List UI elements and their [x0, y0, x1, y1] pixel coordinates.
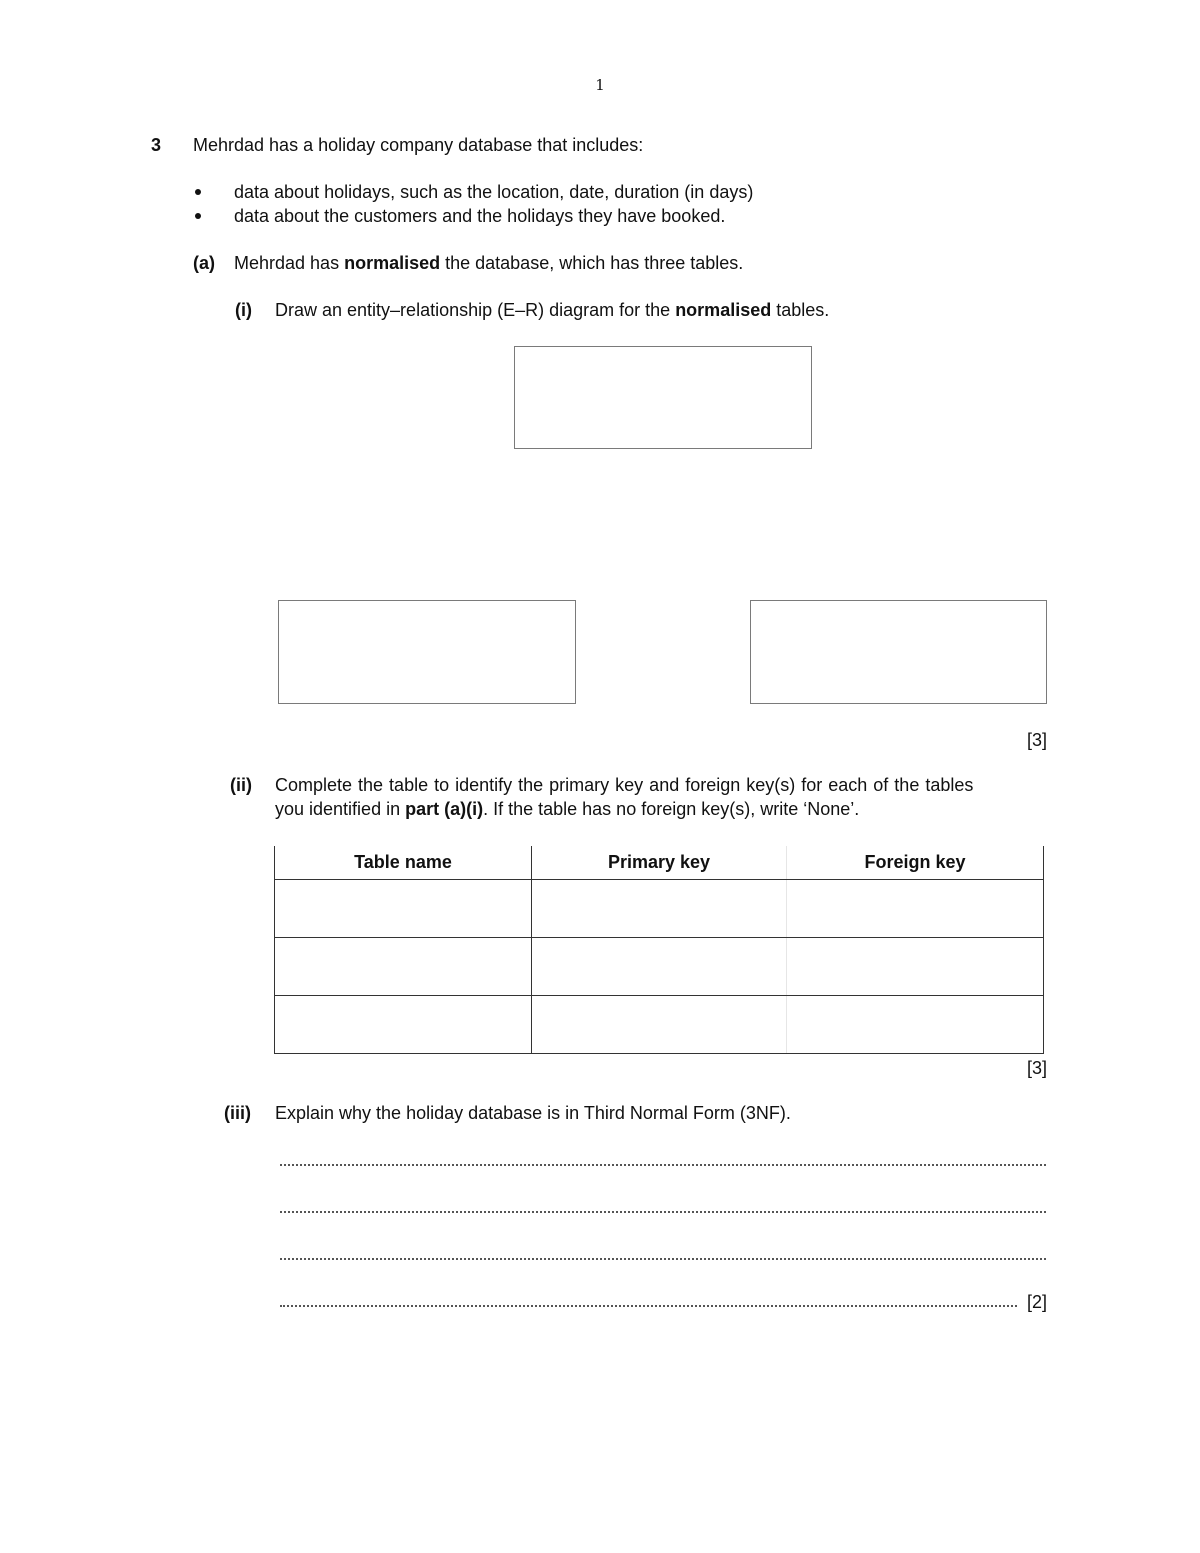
page-number: 1 [595, 76, 605, 94]
part-iii-label: (iii) [224, 1103, 251, 1123]
bullet-item-customers: data about the customers and the holidays they have booked. [234, 206, 726, 226]
answer-line[interactable] [280, 1164, 1046, 1166]
part-iii-marks: [2] [1026, 1292, 1047, 1312]
table-row [275, 938, 1044, 996]
part-a-label: (a) [193, 253, 215, 273]
table-row [275, 880, 1044, 938]
part-ii-text-line2: you identified in part (a)(i). If the table has no foreign key(s), write ‘None’. [275, 799, 860, 819]
answer-line[interactable] [280, 1211, 1046, 1213]
bullet-item-holidays: data about holidays, such as the location, date, duration (in days) [234, 182, 754, 202]
foreign-key-cell[interactable] [787, 996, 1044, 1054]
header-primary-key: Primary key [532, 846, 787, 880]
er-entity-box-left[interactable] [278, 600, 576, 704]
part-i-text: Draw an entity–relationship (E–R) diagram for the normalised tables. [275, 300, 830, 320]
part-a-text: Mehrdad has normalised the database, which has three tables. [234, 253, 744, 273]
bullet-icon [195, 189, 201, 195]
foreign-key-cell[interactable] [787, 880, 1044, 938]
header-table-name: Table name [275, 846, 532, 880]
header-foreign-key: Foreign key [787, 846, 1044, 880]
primary-key-cell[interactable] [532, 938, 787, 996]
question-intro: Mehrdad has a holiday company database that includes: [193, 135, 644, 155]
primary-key-cell[interactable] [532, 880, 787, 938]
part-iii-text: Explain why the holiday database is in Third Normal Form (3NF). [275, 1103, 791, 1123]
keys-table [274, 846, 1044, 1054]
part-ii-marks: [3] [1026, 1058, 1047, 1078]
er-entity-box-right[interactable] [750, 600, 1047, 704]
answer-line[interactable] [280, 1258, 1046, 1260]
table-name-cell[interactable] [275, 880, 532, 938]
table-row [275, 996, 1044, 1054]
bullet-icon [195, 213, 201, 219]
primary-key-cell[interactable] [532, 996, 787, 1054]
part-i-marks: [3] [1026, 730, 1047, 750]
keys-table-header-row [275, 846, 1044, 880]
question-number: 3 [151, 135, 162, 155]
answer-line[interactable] [280, 1305, 1017, 1307]
part-ii-label: (ii) [230, 775, 252, 795]
part-i-label: (i) [235, 300, 252, 320]
table-name-cell[interactable] [275, 996, 532, 1054]
part-ii-text-line1: Complete the table to identify the primary key and foreign key(s) for each of the tables [275, 775, 974, 795]
table-name-cell[interactable] [275, 938, 532, 996]
er-entity-box-top[interactable] [514, 346, 812, 449]
foreign-key-cell[interactable] [787, 938, 1044, 996]
